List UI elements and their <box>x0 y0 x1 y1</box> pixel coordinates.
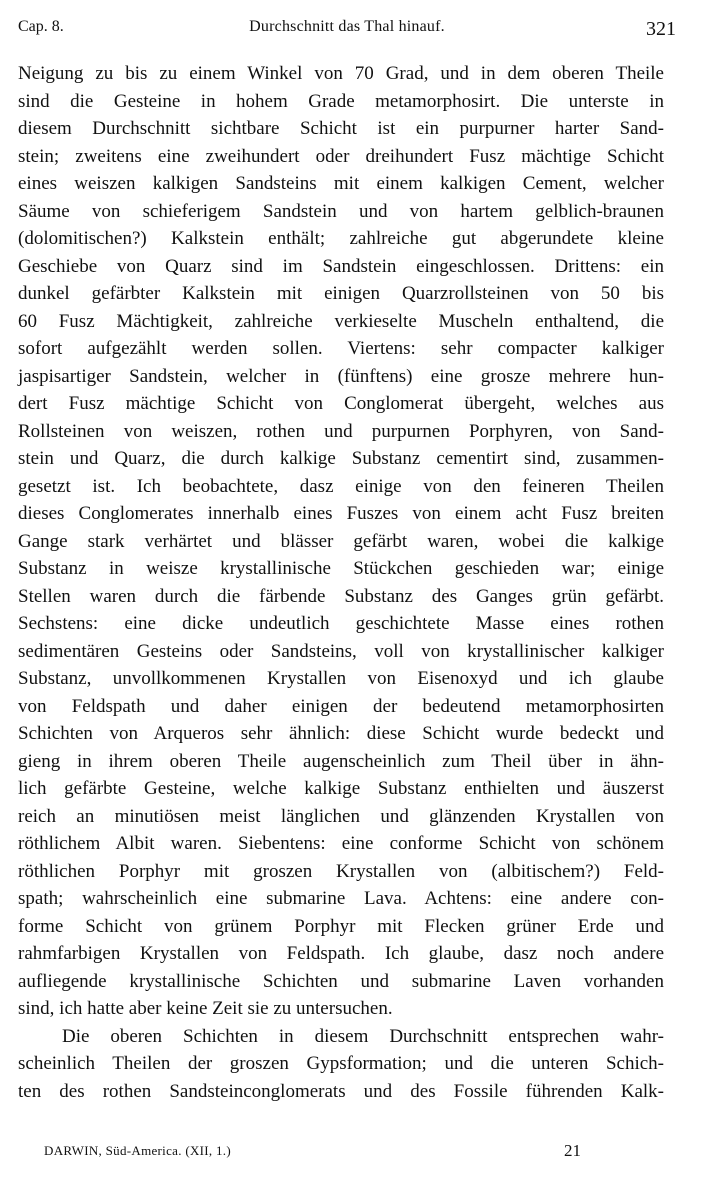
page-footer <box>44 1138 604 1164</box>
text-line: von Feldspath und daher einigen der bedeutend metamorphosirten <box>18 695 664 717</box>
text-line: stein und Quarz, die durch kalkige Substanz cementirt sind, zusammen- <box>18 448 664 469</box>
text-line: Stellen waren durch die färbende Substanz des Ganges grün gefärbt. <box>18 585 664 607</box>
text-line: Gange stark verhärtet und blässer gefärbt waren, wobei die kalkige <box>18 530 664 552</box>
text-line: stein; zweitens eine zweihundert oder dreihundert Fusz mächtige Schicht <box>18 145 664 167</box>
text-line: röthlichen Porphyr mit groszen Krystallen von (albitischem?) Feld- <box>18 860 664 882</box>
body-text <box>18 60 664 1105</box>
text-line: Substanz in weisze krystallinische Stückchen geschieden war; einige <box>18 558 664 579</box>
text-line: (dolomitischen?) Kalkstein enthält; zahlreiche gut abgerundete kleine <box>18 228 664 249</box>
text-line: spath; wahrscheinlich eine submarine Lava. Achtens: eine andere con- <box>18 888 664 909</box>
text-line: 60 Fusz Mächtigkeit, zahlreiche verkieselte Muscheln enthaltend, die <box>18 310 664 332</box>
paragraph-start-line: Die oberen Schichten in diesem Durchschnitt entsprechen wahr- <box>62 1025 664 1047</box>
text-line: eines weiszen kalkigen Sandsteins mit einem kalkigen Cement, welcher <box>18 173 664 194</box>
paragraph-end-line: sind, ich hatte aber keine Zeit sie zu untersuchen. <box>18 998 393 1019</box>
text-line: forme Schicht von grünem Porphyr mit Flecken grüner Erde und <box>18 915 664 937</box>
text-line: aufliegende krystallinische Schichten und submarine Laven vorhanden <box>18 970 664 992</box>
running-title: Durchschnitt das Thal hinauf. <box>249 18 445 35</box>
text-line: sind die Gesteine in hohem Grade metamorphosirt. Die unterste in <box>18 90 664 112</box>
text-line: diesem Durchschnitt sichtbare Schicht ist ein purpurner harter Sand- <box>18 118 664 139</box>
text-line: röthlichem Albit waren. Siebentens: eine conforme Schicht von schönem <box>18 833 664 854</box>
text-line: Neigung zu bis zu einem Winkel von 70 Grad, und in dem oberen Theile <box>18 63 664 84</box>
text-line: dert Fusz mächtige Schicht von Conglomerat übergeht, welches aus <box>18 393 664 414</box>
text-line: reich an minutiösen meist länglichen und glänzenden Krystallen von <box>18 805 664 827</box>
footer-imprint: DARWIN, Süd-America. (XII, 1.) <box>44 1143 231 1158</box>
signature-mark: 21 <box>564 1141 581 1160</box>
text-line: sofort aufgezählt werden sollen. Viertens: sehr compacter kalkiger <box>18 338 664 359</box>
text-line: sedimentären Gesteins oder Sandsteins, voll von krystallinischer kalkiger <box>18 640 664 662</box>
text-line: Schichten von Arqueros sehr ähnlich: diese Schicht wurde bedeckt und <box>18 723 664 744</box>
chapter-label: Cap. 8. <box>18 18 64 35</box>
text-line: dieses Conglomerates innerhalb eines Fuszes von einem acht Fusz breiten <box>18 503 664 524</box>
page-number: 321 <box>646 18 676 40</box>
running-head <box>18 12 676 42</box>
text-line: Säume von schieferigem Sandstein und von hartem gelblich-braunen <box>18 200 664 222</box>
text-line: gieng in ihrem oberen Theile augenscheinlich zum Theil über in ähn- <box>18 750 664 772</box>
text-line: Sechstens: eine dicke undeutlich geschichtete Masse eines rothen <box>18 613 664 634</box>
text-line: dunkel gefärbter Kalkstein mit einigen Quarzrollsteinen von 50 bis <box>18 283 664 304</box>
text-line: rahmfarbigen Krystallen von Feldspath. Ich glaube, dasz noch andere <box>18 943 664 964</box>
text-line: Substanz, unvollkommenen Krystallen von Eisenoxyd und ich glaube <box>18 668 664 689</box>
text-line: Geschiebe von Quarz sind im Sandstein eingeschlossen. Drittens: ein <box>18 255 664 277</box>
text-line: lich gefärbte Gesteine, welche kalkige Substanz enthielten und äuszerst <box>18 778 664 799</box>
text-line: ten des rothen Sandsteinconglomerats und des Fossile führenden Kalk- <box>18 1080 664 1102</box>
text-line: Rollsteinen von weiszen, rothen und purpurnen Porphyren, von Sand- <box>18 420 664 442</box>
text-line: jaspisartiger Sandstein, welcher in (fünftens) eine grosze mehrere hun- <box>18 365 664 387</box>
text-line: gesetzt ist. Ich beobachtete, dasz einige von den feineren Theilen <box>18 475 664 497</box>
text-line: scheinlich Theilen der groszen Gypsformation; und die unteren Schich- <box>18 1053 664 1074</box>
